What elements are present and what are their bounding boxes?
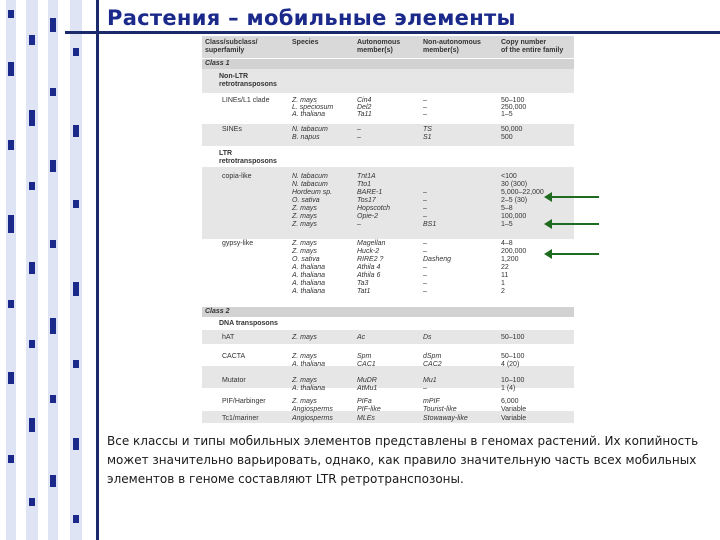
subclass-ltr: LTR retrotransposons [219, 150, 277, 165]
copy-number-cell: Variable [501, 406, 527, 413]
barcode-dash [8, 10, 14, 18]
copy-number-cell: 5,000–22,000 [501, 189, 544, 196]
barcode-dash [73, 515, 79, 523]
barcode-dash [8, 455, 14, 463]
species-cell: B. napus [292, 134, 320, 141]
barcode-dash [50, 88, 56, 96]
copy-number-cell: 2–5 (30) [501, 197, 528, 204]
autonomous-cell: Tto1 [357, 181, 372, 188]
family-cell: hAT [222, 334, 235, 341]
species-cell: Z. mays [292, 248, 317, 255]
autonomous-cell: Tos17 [357, 197, 376, 204]
autonomous-cell: Ta3 [357, 280, 369, 287]
barcode-dash [8, 62, 14, 76]
species-cell: A. thaliana [292, 361, 326, 368]
species-cell: Z. mays [292, 205, 317, 212]
autonomous-cell: Tat1 [357, 288, 371, 295]
nonautonomous-cell: – [423, 288, 427, 295]
class1-bar [202, 59, 574, 69]
nonautonomous-cell: Dasheng [423, 256, 452, 263]
autonomous-cell: Spm [357, 353, 372, 360]
barcode-dash [8, 300, 14, 308]
barcode-dash [73, 48, 79, 56]
family-cell: CACTA [222, 353, 246, 360]
barcode-dash [29, 262, 35, 274]
autonomous-cell: Del2 [357, 104, 372, 111]
page-title: Растения – мобильные элементы [107, 6, 516, 30]
autonomous-cell: RIRE2 ? [357, 256, 384, 263]
nonautonomous-cell: Mu1 [423, 377, 437, 384]
barcode-dash [50, 395, 56, 403]
header-autonomous: Autonomous member(s) [357, 39, 401, 54]
family-cell: Tc1/mariner [222, 415, 259, 422]
autonomous-cell: Athila 4 [357, 264, 381, 271]
species-cell: Z. mays [292, 221, 317, 228]
barcode-dash [73, 360, 79, 368]
copy-number-cell: 30 (300) [501, 181, 528, 188]
copy-number-cell: 1,200 [501, 256, 519, 263]
species-cell: Z. mays [292, 240, 317, 247]
copy-number-cell: 6,000 [501, 398, 519, 405]
copy-number-cell: 50–100 [501, 97, 525, 104]
family-cell: copia-like [222, 173, 252, 180]
table-header [202, 36, 574, 58]
species-cell: O. sativa [292, 197, 320, 204]
barcode-dash [73, 438, 79, 450]
species-cell: Z. mays [292, 398, 317, 405]
header-copy-number: Copy number of the entire family [501, 39, 564, 54]
species-cell: Z. mays [292, 213, 317, 220]
nonautonomous-cell: – [423, 189, 427, 196]
barcode-dash [73, 125, 79, 137]
family-cell: PIF/Harbinger [222, 398, 266, 405]
family-cell: Mutator [222, 377, 246, 384]
copy-number-cell: 4 (20) [501, 361, 520, 368]
barcode-dash [50, 18, 56, 32]
barcode-column [48, 0, 58, 540]
autonomous-cell: Huck-2 [357, 248, 380, 255]
autonomous-cell: MuDR [357, 377, 377, 384]
family-cell: gypsy-like [222, 240, 254, 247]
species-cell: A. thaliana [292, 280, 326, 287]
copy-number-cell: 22 [501, 264, 509, 271]
copy-number-cell: 1 (4) [501, 385, 516, 392]
barcode-dash [50, 240, 56, 248]
nonautonomous-cell: – [423, 248, 427, 255]
header-class: Class/subclass/ superfamily [205, 39, 258, 54]
autonomous-cell: Tnt1A [357, 173, 376, 180]
nonautonomous-cell: dSpm [423, 353, 442, 360]
nonautonomous-cell: – [423, 205, 427, 212]
nonautonomous-cell: BS1 [423, 221, 437, 228]
class1-label: Class 1 [205, 60, 230, 67]
family-cell: LINEs/L1 clade [222, 97, 270, 104]
barcode-column [70, 0, 82, 540]
species-cell: Hordeum sp. [292, 189, 333, 196]
autonomous-cell: Ac [357, 334, 366, 341]
species-cell: O. sativa [292, 256, 320, 263]
nonautonomous-cell: TS [423, 126, 432, 133]
barcode-dash [50, 318, 56, 334]
nonautonomous-cell: – [423, 385, 427, 392]
barcode-dash [29, 340, 35, 348]
nonautonomous-cell: – [423, 111, 427, 118]
copy-number-cell: 1–5 [501, 221, 513, 228]
nonautonomous-cell: S1 [423, 134, 432, 141]
copy-number-cell: 10–100 [501, 377, 525, 384]
copy-number-cell: 2 [501, 288, 505, 295]
autonomous-cell: Opie-2 [357, 213, 379, 220]
barcode-dash [29, 35, 35, 45]
nonautonomous-cell: – [423, 104, 427, 111]
species-cell: A. thaliana [292, 272, 326, 279]
copy-number-cell: 1 [501, 280, 505, 287]
copy-number-cell: 250,000 [501, 104, 527, 111]
header-species: Species [292, 39, 319, 46]
nonautonomous-cell: – [423, 213, 427, 220]
subclass-nonltr: Non-LTR retrotransposons [219, 73, 277, 88]
header-nonautonomous: Non-autonomous member(s) [423, 39, 481, 54]
autonomous-cell: Hopscotch [357, 205, 391, 212]
barcode-dash [8, 140, 14, 150]
autonomous-cell: MLEs [357, 415, 375, 422]
species-cell: Z. mays [292, 377, 317, 384]
barcode-dash [73, 200, 79, 208]
autonomous-cell: Magellan [357, 240, 386, 247]
species-cell: A. thaliana [292, 385, 326, 392]
green-arrow-icon [551, 223, 599, 225]
autonomous-cell: Athila 6 [357, 272, 381, 279]
copy-number-cell: 4–8 [501, 240, 513, 247]
copy-number-cell: 200,000 [501, 248, 527, 255]
nonautonomous-cell: – [423, 97, 427, 104]
autonomous-cell: BARE-1 [357, 189, 383, 196]
copy-number-cell: <100 [501, 173, 517, 180]
species-cell: A. thaliana [292, 264, 326, 271]
barcode-dash [8, 215, 14, 233]
nonautonomous-cell: – [423, 197, 427, 204]
class2-label: Class 2 [205, 308, 230, 315]
decorative-barcode-pattern [0, 0, 92, 540]
autonomous-cell: CAC1 [357, 361, 376, 368]
class2-bar [202, 307, 574, 317]
species-cell: L. speciosum [292, 104, 334, 111]
species-cell: Angiosperms [292, 415, 333, 422]
autonomous-cell: Cin4 [357, 97, 372, 104]
vertical-rule [96, 0, 99, 540]
autonomous-cell: – [357, 126, 361, 133]
barcode-dash [73, 282, 79, 296]
nonautonomous-cell: Tourist-like [423, 406, 457, 413]
nonautonomous-cell: CAC2 [423, 361, 442, 368]
nonautonomous-cell: – [423, 264, 427, 271]
copy-number-cell: 11 [501, 272, 509, 279]
nonautonomous-cell: Stowaway-like [423, 415, 468, 422]
barcode-dash [29, 182, 35, 190]
copy-number-cell: 100,000 [501, 213, 527, 220]
barcode-dash [29, 110, 35, 126]
autonomous-cell: – [357, 134, 361, 141]
copy-number-cell: 500 [501, 134, 513, 141]
copy-number-cell: 50–100 [501, 334, 525, 341]
species-cell: Angiosperms [292, 406, 333, 413]
autonomous-cell: Ta11 [357, 111, 372, 118]
green-arrow-icon [551, 196, 599, 198]
copy-number-cell: Variable [501, 415, 527, 422]
title-underline [65, 31, 720, 34]
barcode-dash [50, 475, 56, 487]
barcode-dash [29, 498, 35, 506]
species-cell: N. tabacum [292, 173, 328, 180]
nonautonomous-cell: – [423, 240, 427, 247]
autonomous-cell: PIFa [357, 398, 372, 405]
autonomous-cell: – [357, 221, 361, 228]
species-cell: N. tabacum [292, 126, 328, 133]
copy-number-cell: 50,000 [501, 126, 523, 133]
nonautonomous-cell: – [423, 272, 427, 279]
species-cell: Z. mays [292, 334, 317, 341]
species-cell: Z. mays [292, 97, 317, 104]
species-cell: A. thaliana [292, 288, 326, 295]
caption-text: Все классы и типы мобильных элементов представлены в геномах растений. Их копийность может значительно варьировать, однако, как правило значительную часть всех мобильных элементов в геноме составляют LTR ретротранспозоны. [107, 434, 699, 486]
copy-number-cell: 1–5 [501, 111, 513, 118]
autonomous-cell: PIF-like [357, 406, 381, 413]
species-cell: Z. mays [292, 353, 317, 360]
nonautonomous-cell: Ds [423, 334, 432, 341]
nonautonomous-cell: – [423, 280, 427, 287]
barcode-dash [29, 418, 35, 432]
copy-number-cell: 5–8 [501, 205, 513, 212]
green-arrow-icon [551, 253, 599, 255]
copy-number-cell: 50–100 [501, 353, 525, 360]
species-cell: N. tabacum [292, 181, 328, 188]
barcode-dash [50, 160, 56, 172]
barcode-dash [8, 372, 14, 384]
nonautonomous-cell: mPIF [423, 398, 440, 405]
family-cell: SINEs [222, 126, 242, 133]
subclass-dna: DNA transposons [219, 320, 278, 327]
autonomous-cell: AtMu1 [357, 385, 378, 392]
transposon-table-figure [202, 36, 574, 428]
species-cell: A. thaliana [292, 111, 326, 118]
